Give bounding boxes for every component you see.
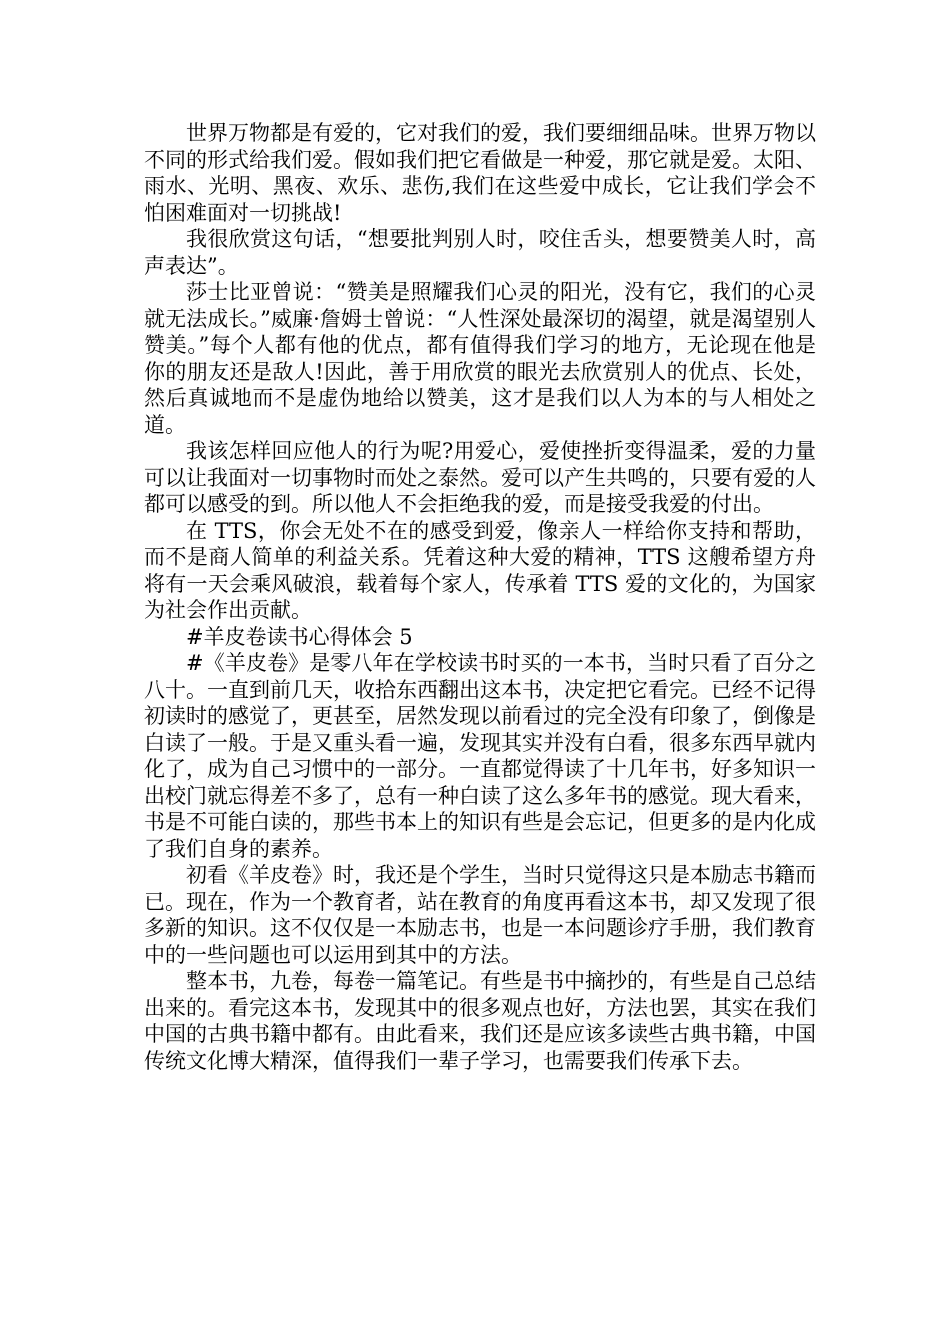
document-body: [144, 120, 816, 1074]
paragraph-whole-book: 整本书，九卷，每卷一篇笔记。有些是书中摘抄的，有些是自己总结出来的。看完这本书，发现其中的很多观点也好，方法也罢，其实在我们中国的古典书籍中都有。由此看来，我们还是应该多读些古典书籍，中国传统文化博大精深，值得我们一辈子学习，也需要我们传承下去。: [144, 969, 816, 1073]
paragraph-love-all-things: 世界万物都是有爱的，它对我们的爱，我们要细细品味。世界万物以不同的形式给我们爱。假如我们把它看做是一种爱，那它就是爱。太阳、雨水、光明、黑夜、欢乐、悲伤,我们在这些爱中成长，它让我们学会不怕困难面对一切挑战!: [144, 121, 816, 225]
paragraph-appreciate-quote: 我很欣赏这句话，“想要批判别人时，咬住舌头，想要赞美人时，高声表达”。: [144, 227, 816, 278]
paragraph-shakespeare-james: 莎士比亚曾说：“赞美是照耀我们心灵的阳光，没有它，我们的心灵就无法成长。”威廉·詹姆士曾说：“人性深处最深切的渴望，就是渴望别人赞美。”每个人都有他的优点，都有值得我们学习的地方，无论现在他是你的朋友还是敌人!因此，善于用欣赏的眼光去欣赏别人的优点、长处，然后真诚地而不是虚伪地给以赞美，这才是我们以人为本的与人相处之道。: [144, 280, 816, 437]
paragraph-respond-with-love: 我该怎样回应他人的行为呢?用爱心，爱使挫折变得温柔，爱的力量可以让我面对一切事物时而处之泰然。爱可以产生共鸣的，只要有爱的人都可以感受的到。所以他人不会拒绝我的爱，而是接受我爱的付出。: [144, 439, 816, 516]
paragraph-first-read: 初看《羊皮卷》时，我还是个学生，当时只觉得这只是本励志书籍而已。现在，作为一个教育者，站在教育的角度再看这本书，却又发现了很多新的知识。这不仅仅是一本励志书，也是一本问题诊疗手册，我们教育中的一些问题也可以运用到其中的方法。: [144, 863, 816, 967]
section-heading: #羊皮卷读书心得体会 5: [186, 624, 413, 649]
paragraph-tts: 在 TTS，你会无处不在的感受到爱，像亲人一样给你支持和帮助，而不是商人简单的利益关系。凭着这种大爱的精神，TTS 这艘希望方舟将有一天会乘风破浪，载着每个家人，传承着 TTS 爱的文化的，为国家为社会作出贡献。: [144, 518, 816, 622]
paragraph-bought-book: #《羊皮卷》是零八年在学校读书时买的一本书，当时只看了百分之八十。一直到前几天，收拾东西翻出这本书，决定把它看完。已经不记得初读时的感觉了，更甚至，居然发现以前看过的完全没有印象了，倒像是白读了一般。于是又重头看一遍，发现其实并没有白看，很多东西早就内化了，成为自己习惯中的一部分。一直都觉得读了十几年书，好多知识一出校门就忘得差不多了，总有一种白读了这么多年书的感觉。现大看来，书是不可能白读的，那些书本上的知识有些是会忘记，但更多的是内化成了我们自身的素养。: [144, 651, 816, 861]
